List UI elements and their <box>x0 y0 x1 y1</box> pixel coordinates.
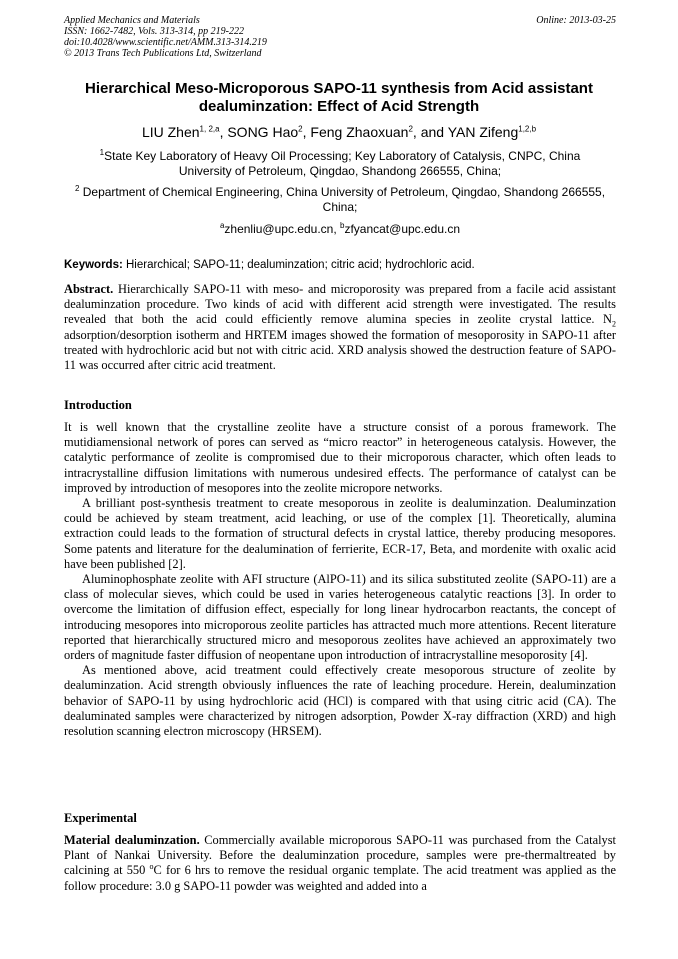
experimental-heading: Experimental <box>64 811 137 825</box>
author-emails <box>64 222 616 237</box>
affiliation-1-line-2: University of Petroleum, Qingdao, Shandong 266555, China; <box>178 164 502 178</box>
author-name: LIU Zhen <box>141 124 200 140</box>
abstract-text-b: adsorption/desorption isotherm and HRTEM images showed the formation of mesoporosity in SAPO-11 after treated with hydrochloric acid but not with citric acid. XRD analysis showed the destruction feature of SAPO-11 was occurred after citric acid treatment. <box>64 327 616 373</box>
author-separator: , <box>302 124 311 140</box>
abstract-subscript: 2 <box>612 319 616 329</box>
affiliation-marker: 2 <box>74 184 80 193</box>
experimental-text-a: Commercially available microporous SAPO-11 was purchased from the Catalyst Plant of Nankai University. Before the dealuminzation procedure, samples were pre-thermaltreated by calcining at 550 <box>64 833 616 878</box>
online-date: Online: 2013-03-25 <box>536 15 616 26</box>
affiliation-2 <box>64 185 616 215</box>
author-affiliation-marker: 2 <box>408 124 413 134</box>
copyright: © 2013 Trans Tech Publications Ltd, Switzerland <box>64 48 262 59</box>
journal-name: Applied Mechanics and Materials <box>64 15 200 26</box>
author-separator: , <box>219 124 228 140</box>
affiliation-1-line-1: State Key Laboratory of Heavy Oil Processing; Key Laboratory of Catalysis, CNPC, China <box>104 149 581 163</box>
email-a[interactable]: zhenliu@upc.edu.cn, <box>224 222 340 236</box>
author-name: Feng Zhaoxuan <box>310 124 409 140</box>
abstract <box>64 282 616 373</box>
author-affiliation-marker: 2 <box>298 124 303 134</box>
author-name: SONG Hao <box>227 124 299 140</box>
author-affiliation-marker: 1, 2,a <box>199 124 220 134</box>
paragraph: As mentioned above, acid treatment could effectively create mesoporous structure of zeolite by dealuminzation. Acid strength obviously influences the rate of leaching procedure. Herein, dealuminzation behavior of SAPO-11 by using hydrochloric acid (HCl) is compared with that using citric acid (CA). The dealuminated samples were characterized by nitrogen adsorption, Powder X-ray diffraction (XRD) and high resolution scanning electron microscopy (HRSEM). <box>64 663 616 739</box>
author-list <box>58 124 620 141</box>
paper-title <box>58 80 620 116</box>
title-line-1: Hierarchical Meso-Microporous SAPO-11 synthesis from Acid assistant <box>85 80 593 97</box>
experimental-subheading: Material dealuminzation. <box>64 833 200 847</box>
paragraph: Aluminophosphate zeolite with AFI structure (AlPO-11) and its silica substituted zeolite (SAPO-11) are a class of molecular sieves, which could be used in varies heterogeneous catalytic reactions [3]. In order to overcome the limitation of diffusion effect, especially for long linear hydrocarbon reactants, the concept of introducing mesopores into microporous zeolite particles has attracted much more attentions. Recent literature reported that hierarchically structured micro and mesoporous zeolites have achieved an approximately two orders of magnitude faster diffusion of neopentane upon introduction of intracrystalline mesoporosity [4]. <box>64 572 616 663</box>
affiliation-2-line-2: China; <box>322 200 358 214</box>
email-marker: b <box>340 221 345 230</box>
keywords-label: Keywords: <box>64 259 123 271</box>
paragraph: A brilliant post-synthesis treatment to create mesoporous in zeolite is dealuminzation. Dealuminzation could be achieved by steam treatment, acid leaching, or use of the complex [1]. Theoretically, alumina extraction could leads to the formation of structural defects in crystal lattice, thereby producing mesopores. Some patents and literature for the dealumination of ferrierite, ECR-17, Beta, and mordenite with oxalic acid have been published [2]. <box>64 496 616 571</box>
introduction-heading: Introduction <box>64 398 132 412</box>
experimental-body <box>64 833 616 894</box>
introduction-body <box>64 420 616 739</box>
issn: ISSN: 1662-7482, Vols. 313-314, pp 219-222 <box>64 26 244 37</box>
keywords <box>64 258 616 273</box>
email-b[interactable]: zfyancat@upc.edu.cn <box>344 222 461 236</box>
abstract-label: Abstract. <box>64 282 114 296</box>
doi[interactable]: doi:10.4028/www.scientific.net/AMM.313-314.219 <box>64 37 267 48</box>
journal-header <box>64 15 616 59</box>
degree-superscript: o <box>149 862 154 872</box>
affiliation-marker: 1 <box>99 148 105 157</box>
author-affiliation-marker: 1,2,b <box>518 124 537 134</box>
author-name: YAN Zifeng <box>447 124 519 140</box>
email-marker: a <box>219 221 225 230</box>
affiliation-1 <box>64 149 616 179</box>
keywords-text: Hierarchical; SAPO-11; dealuminzation; citric acid; hydrochloric acid. <box>122 259 475 271</box>
paragraph: It is well known that the crystalline zeolite have a structure consist of a porous framework. The mutidiamensional network of pores can served as “micro reactor” in heterogeneous catalysis. However, the catalytic performance of zeolite is compromised due to their microporous character, which often leads to intracrystalline diffusion limitations with numerous undesired effects. The performance of catalyst can be improved by introduction of mesopores into the zeolite micropore networks. <box>64 420 616 495</box>
affiliation-2-line-1: Department of Chemical Engineering, China University of Petroleum, Qingdao, Shandong 266555, <box>79 185 606 199</box>
experimental-text-b: C for 6 hrs to remove the residual organic template. The acid treatment was applied as the follow procedure: 3.0 g SAPO-11 powder was weighted and added into a <box>64 863 616 893</box>
abstract-text-a: Hierarchically SAPO-11 with meso- and microporosity was prepared from a facile acid assistant dealuminzation procedure. Two kinds of acid with different acid strength were investigated. The results revealed that both the acid could efficiently remove alumina species in zeolite crystal lattice. N <box>64 282 616 327</box>
title-line-2: dealuminzation: Effect of Acid Strength <box>198 98 480 115</box>
author-separator: , and <box>412 124 448 140</box>
